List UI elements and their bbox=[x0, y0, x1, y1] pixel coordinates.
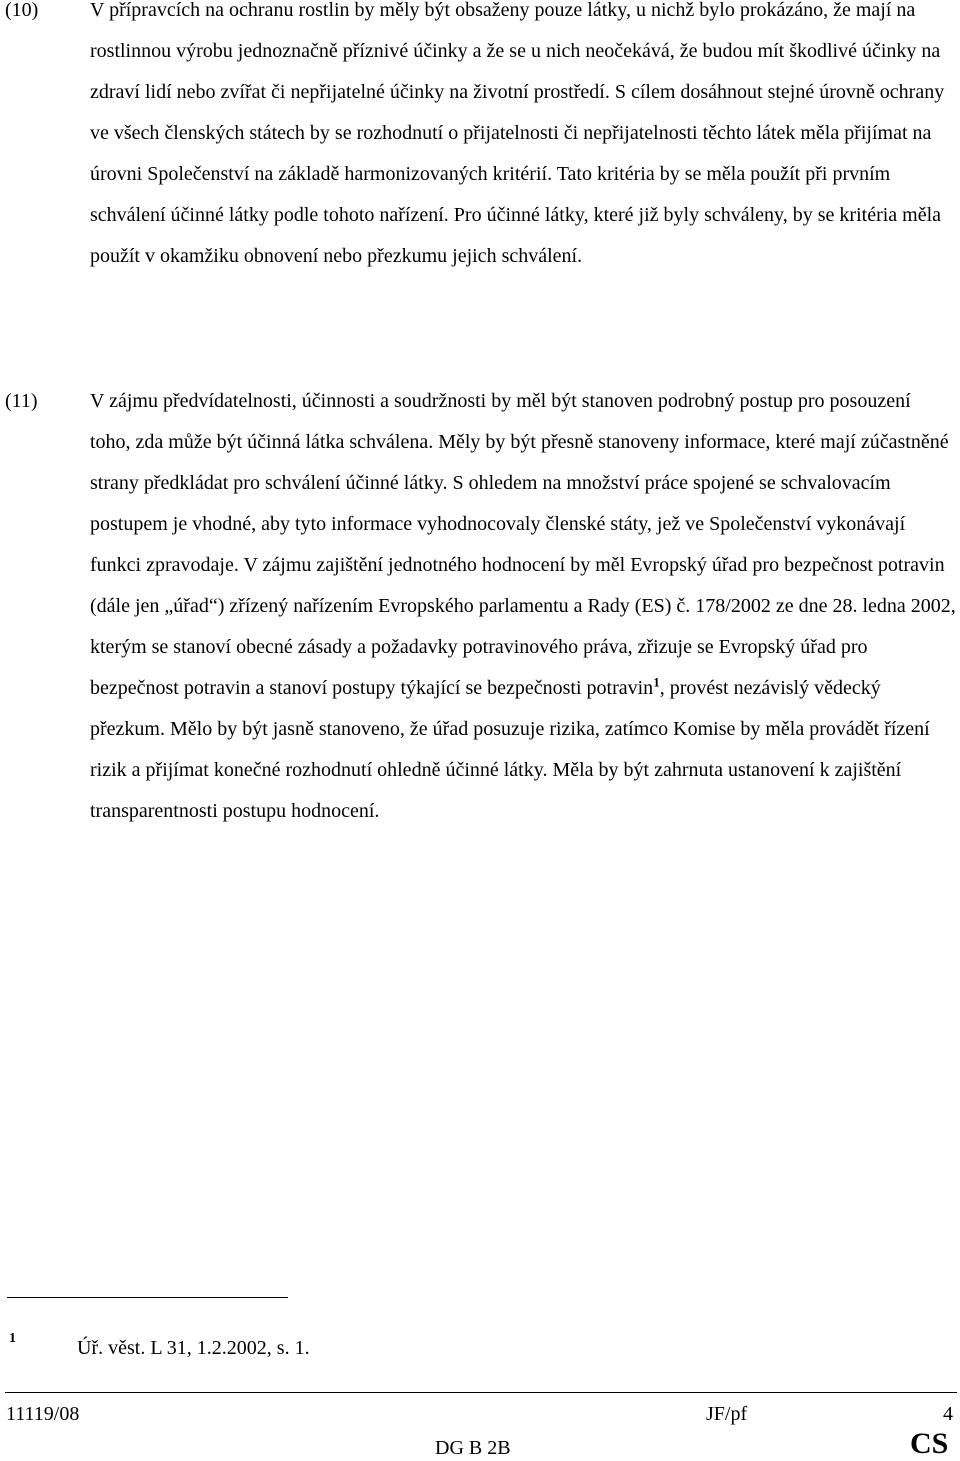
recital-text bbox=[90, 381, 956, 832]
footnote-text: Úř. věst. L 31, 1.2.2002, s. 1. bbox=[77, 1337, 310, 1359]
page-number: 4 bbox=[943, 1403, 953, 1425]
footnote-reference[interactable]: 1 bbox=[653, 674, 660, 690]
recital-text-part: V zájmu předvídatelnosti, účinnosti a soudržnosti by měl být stanoven podrobný postup pro posouzení toho, zda může být účinná látka schválena. Měly by být přesně stanoveny informace, které mají zúčastněné strany předkládat pro schválení účinné látky. S ohledem na množství práce spojené se schvalovacím postupem je vhodné, aby tyto informace vyhodnocovaly členské státy, jež ve Společenství vykonávají funkci zpravodaje. V zájmu zajištění jednotného hodnocení by měl Evropský úřad pro bezpečnost potravin (dále jen „úřad“) zřízený nařízením Evropského parlamentu a Rady (ES) č. 178/2002 ze dne 28. ledna 2002, kterým se stanoví obecné zásady a požadavky potravinového práva, zřizuje se Evropský úřad pro bezpečnost potravin a stanoví postupy týkající se bezpečnosti potravin bbox=[90, 390, 956, 699]
recital-text-part: , provést nezávislý vědecký přezkum. Mělo by být jasně stanoveno, že úřad posuzuje rizika, zatímco Komise by měla provádět řízení rizik a přijímat konečné rozhodnutí ohledně účinné látky. Měla by být zahrnuta ustanovení k zajištění transparentnosti postupu hodnocení. bbox=[90, 677, 930, 822]
document-number: 11119/08 bbox=[6, 1403, 80, 1425]
recital-text: V přípravcích na ochranu rostlin by měly být obsaženy pouze látky, u nichž bylo prokázáno, že mají na rostlinnou výrobu jednoznačně příznivé účinky a že se u nich neočekává, že budou mít škodlivé účinky na zdraví lidí nebo zvířat či nepřijatelné účinky na životní prostředí. S cílem dosáhnout stejné úrovně ochrany ve všech členských státech by se rozhodnutí o přijatelnosti či nepřijatelnosti těchto látek měla přijímat na úrovni Společenství na základě harmonizovaných kritérií. Tato kritéria by se měla použít při prvním schválení účinné látky podle tohoto nařízení. Pro účinné látky, které již byly schváleny, by se kritéria měla použít v okamžiku obnovení nebo přezkumu jejich schválení. bbox=[90, 0, 945, 267]
author-reference: JF/pf bbox=[706, 1403, 748, 1425]
recital-number: (10) bbox=[5, 0, 39, 21]
footer-separator bbox=[5, 1392, 957, 1393]
language-code: CS bbox=[910, 1427, 949, 1460]
footnote-separator bbox=[7, 1297, 288, 1298]
directorate-reference: DG B 2B bbox=[435, 1437, 511, 1459]
footnote-mark: 1 bbox=[9, 1331, 16, 1346]
recital-number: (11) bbox=[5, 390, 38, 412]
